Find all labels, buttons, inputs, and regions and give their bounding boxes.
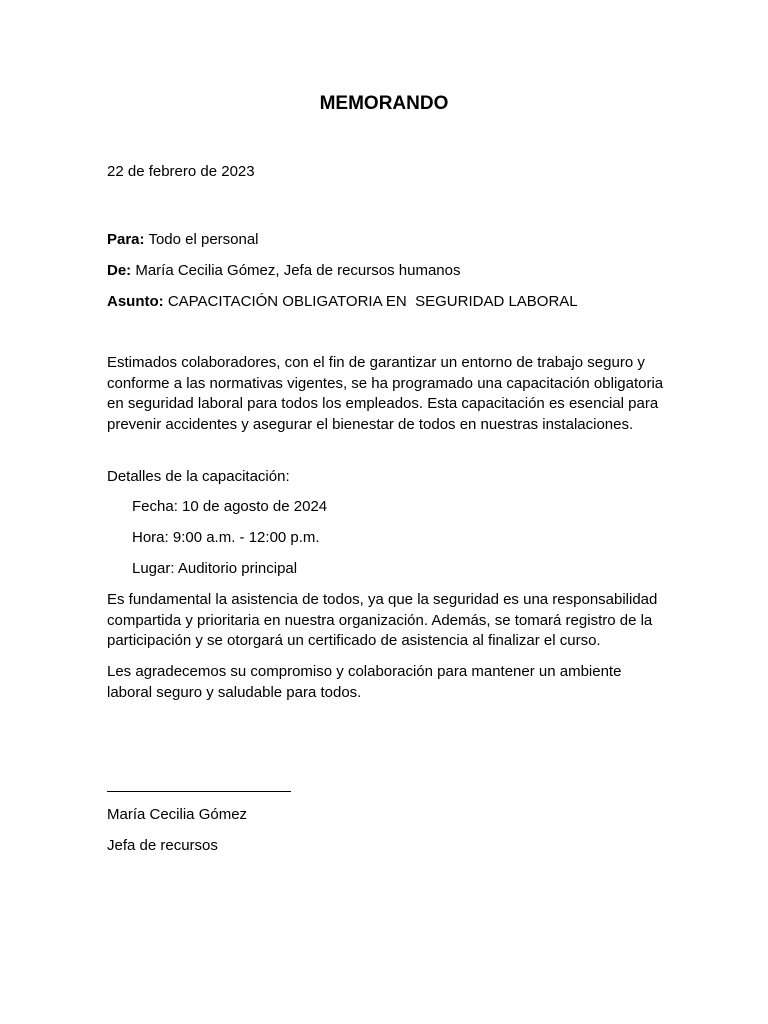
signature-name: María Cecilia Gómez xyxy=(107,806,248,823)
detail-time: Hora: 9:00 a.m. - 12:00 p.m. xyxy=(132,529,320,546)
signature-role: Jefa de recursos xyxy=(107,837,218,854)
details-heading: Detalles de la capacitación: xyxy=(107,468,290,485)
signature-line xyxy=(107,791,291,792)
to-value: Todo el personal xyxy=(148,231,259,248)
attendance-paragraph: Es fundamental la asistencia de todos, ya que la seguridad es una responsabilidad compartida y prioritaria en nuestra organización. Además, se tomará registro de la participación y se otorgará un certificado de asistencia al finalizar el curso. xyxy=(107,591,658,650)
detail-date: Fecha: 10 de agosto de 2024 xyxy=(132,498,328,515)
memo-title: MEMORANDO xyxy=(319,93,449,114)
subject-line xyxy=(107,293,578,311)
to-line xyxy=(107,231,259,249)
from-value: María Cecilia Gómez, Jefa de recursos humanos xyxy=(135,262,461,279)
detail-place: Lugar: Auditorio principal xyxy=(132,560,298,577)
subject-label: Asunto: xyxy=(107,293,164,310)
subject-value: CAPACITACIÓN OBLIGATORIA EN SEGURIDAD LABORAL xyxy=(167,293,578,310)
from-line xyxy=(107,262,460,280)
from-label: De: xyxy=(107,262,132,279)
closing-paragraph: Les agradecemos su compromiso y colaboración para mantener un ambiente laboral seguro y saludable para todos. xyxy=(107,663,622,701)
memo-date: 22 de febrero de 2023 xyxy=(107,163,255,180)
intro-paragraph: Estimados colaboradores, con el fin de garantizar un entorno de trabajo seguro y conforme a las normativas vigentes, se ha programado una capacitación obligatoria en seguridad laboral para todos los empleados. Esta capacitación es esencial para prevenir accidentes y asegurar el bienestar de todos en nuestras instalaciones. xyxy=(107,354,664,433)
to-label: Para: xyxy=(107,231,145,248)
